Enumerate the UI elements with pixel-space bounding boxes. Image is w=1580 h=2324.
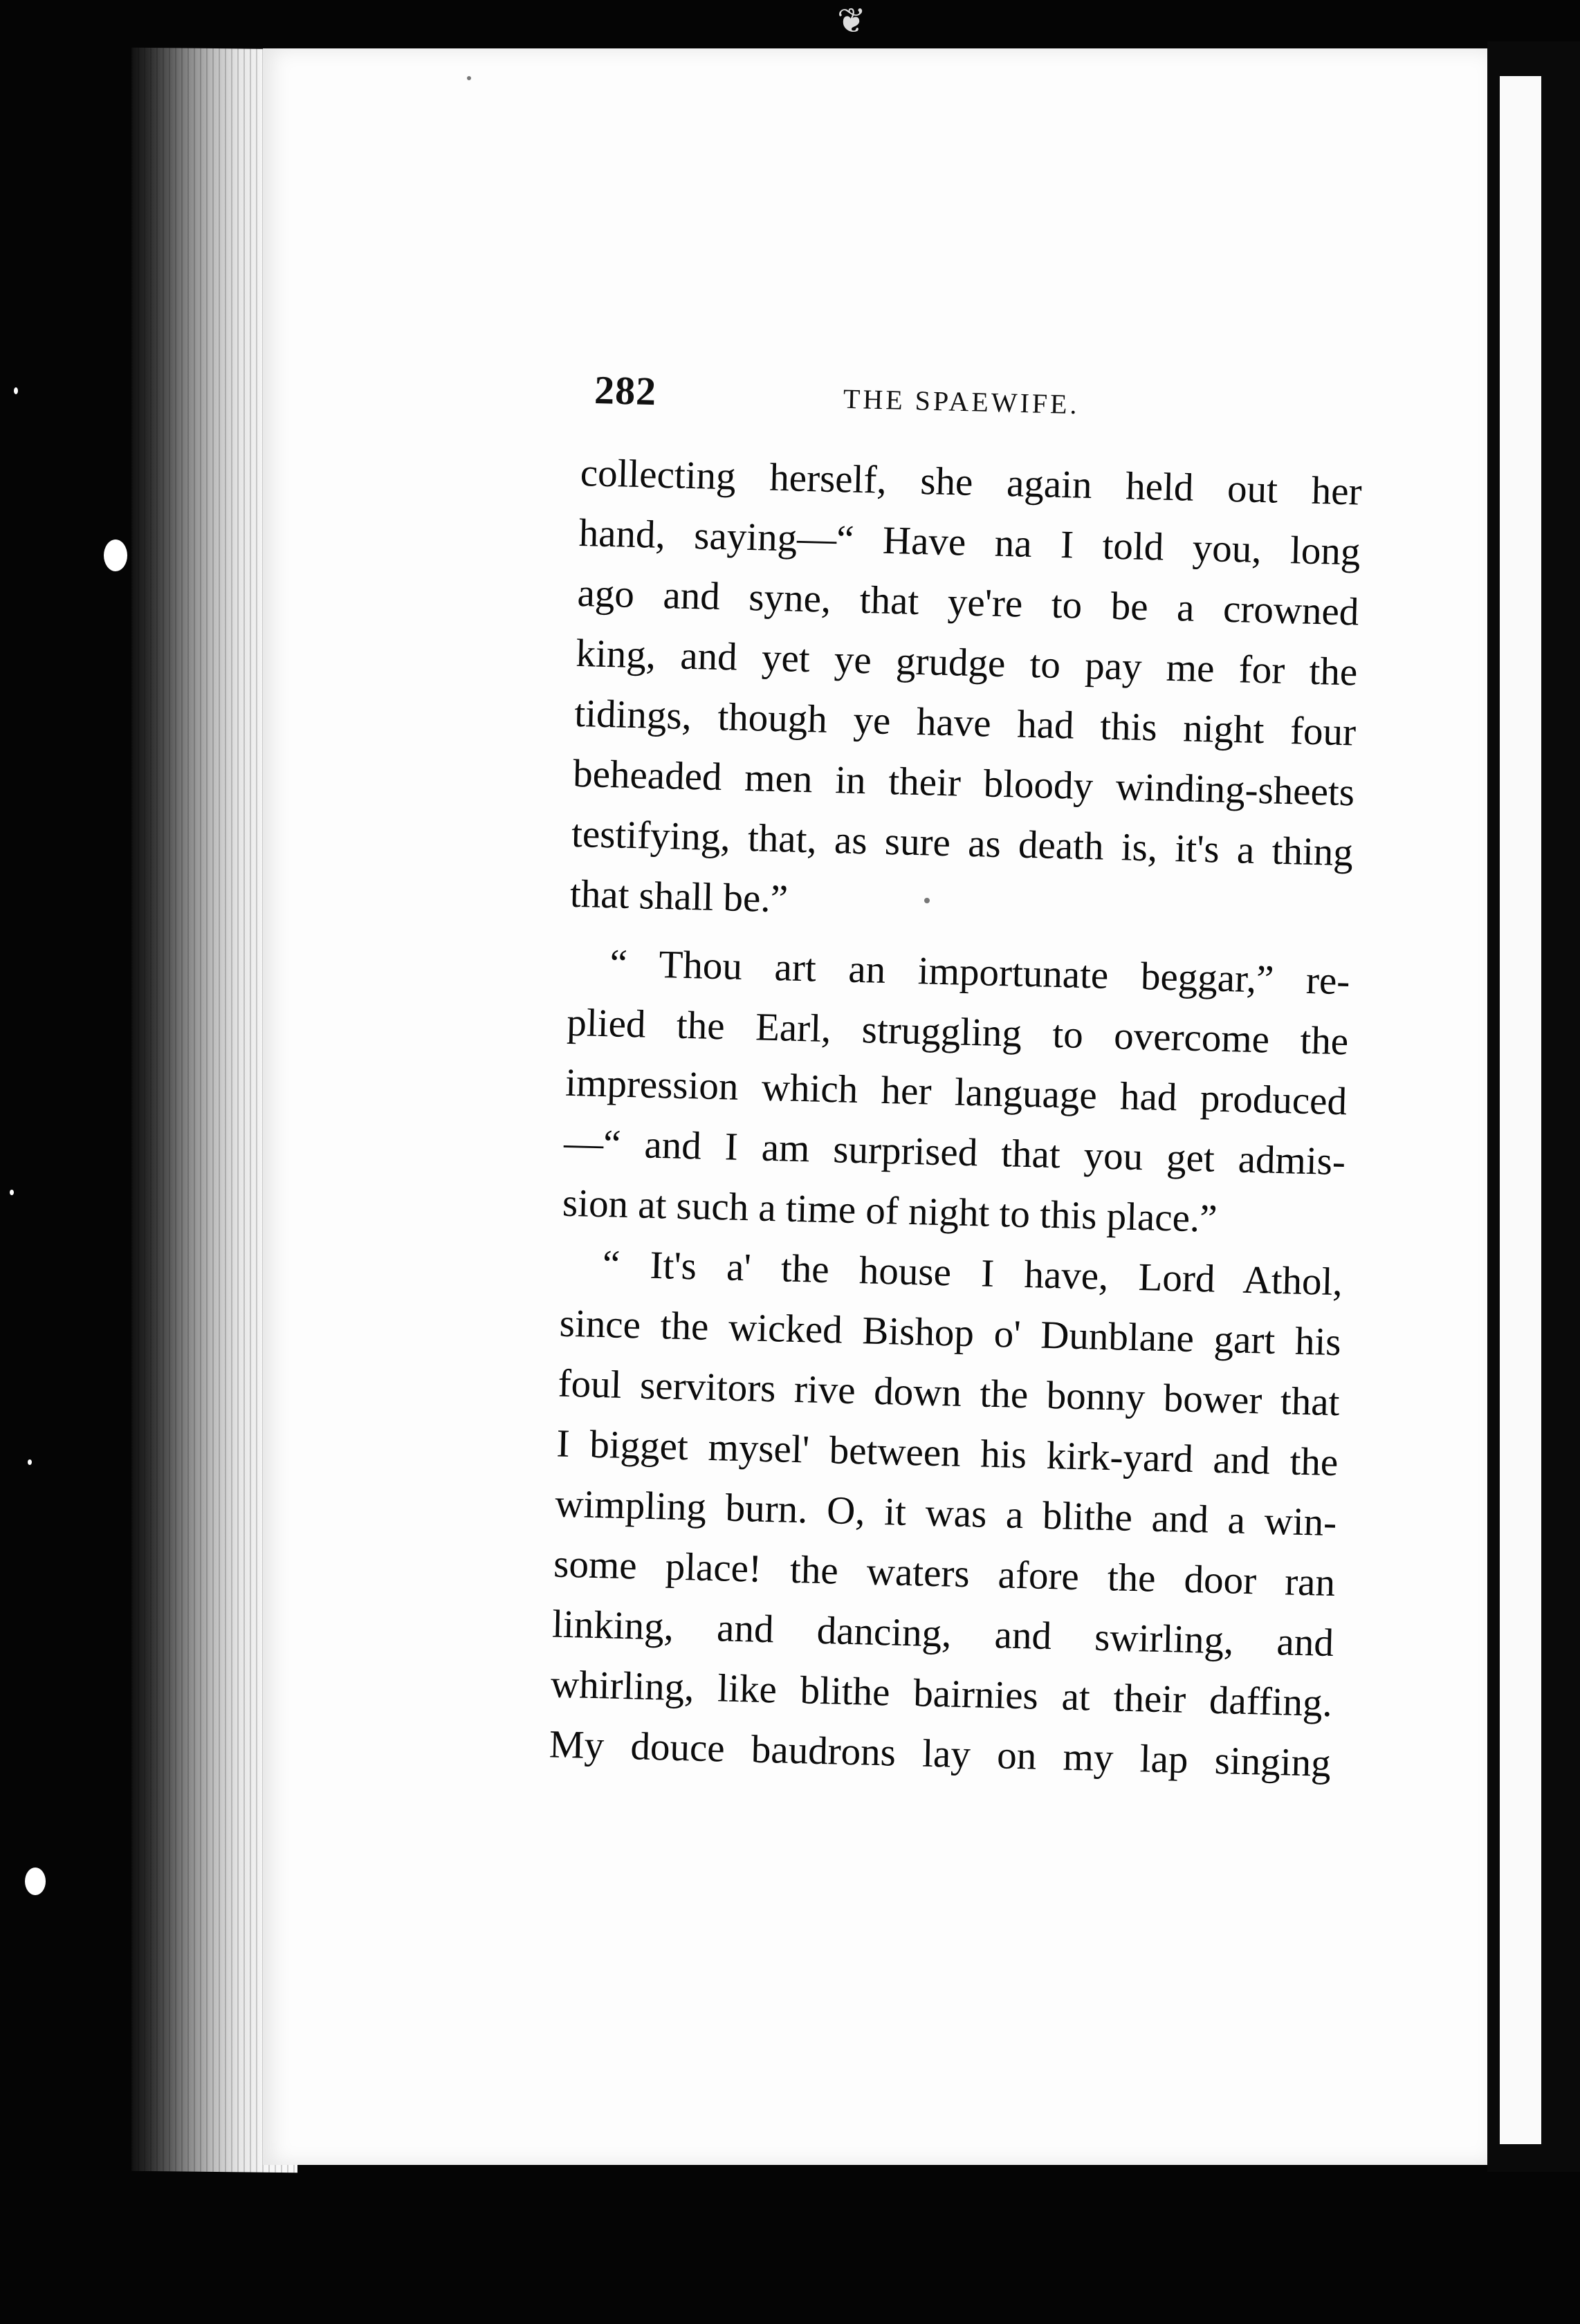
scan-ornament-icon: ❦ bbox=[837, 1, 866, 40]
text-line: wimpling burn. O, it was a blithe and a win- bbox=[554, 1482, 1337, 1545]
text-line: hand, saying—“ Have na I told you, long bbox=[578, 510, 1361, 574]
text-line: —“ and I am surprised that you get admis- bbox=[563, 1120, 1346, 1184]
running-title: THE SPAEWIFE. bbox=[843, 382, 1081, 421]
text-line: beheaded men in their bloody winding-sheets bbox=[572, 751, 1355, 815]
text-line: collecting herself, she again held out her bbox=[580, 450, 1363, 514]
scan-speck bbox=[28, 1459, 32, 1465]
text-line: some place! the waters afore the door ran bbox=[553, 1542, 1336, 1605]
text-line: I bigget mysel' between his kirk-yard and the bbox=[555, 1421, 1339, 1485]
text-line: “ It's a' the house I have, Lord Athol, bbox=[602, 1242, 1343, 1304]
text-line: “ Thou art an importunate beggar,” re- bbox=[609, 941, 1351, 1004]
text-line: My douce baudrons lay on my lap singing bbox=[549, 1722, 1332, 1786]
next-page-edge bbox=[1500, 76, 1541, 2144]
text-line: plied the Earl, struggling to overcome the bbox=[566, 1000, 1349, 1064]
text-line: since the wicked Bishop o' Dunblane gart his bbox=[559, 1301, 1342, 1365]
scan-speck bbox=[104, 540, 127, 571]
page-speck bbox=[467, 76, 471, 80]
text-line: ago and syne, that ye're to be a crowned bbox=[576, 571, 1360, 634]
scan-speck bbox=[25, 1868, 46, 1895]
scan-speck bbox=[14, 387, 18, 394]
text-line: sion at such a time of night to this place.” bbox=[562, 1181, 1218, 1241]
text-line: whirling, like blithe bairnies at their daffing. bbox=[550, 1662, 1333, 1726]
scan-speck bbox=[10, 1190, 14, 1195]
text-line: foul servitors rive down the bonny bower that bbox=[557, 1361, 1341, 1425]
text-line: testifying, that, as sure as death is, it's a thing bbox=[571, 811, 1354, 875]
text-line: king, and yet ye grudge to pay me for the bbox=[575, 631, 1358, 694]
page-number: 282 bbox=[594, 367, 657, 414]
text-line: linking, and dancing, and swirling, and bbox=[551, 1602, 1334, 1666]
text-line: impression which her language had produced bbox=[564, 1060, 1348, 1124]
text-line: that shall be.” bbox=[569, 872, 789, 921]
text-line: tidings, though ye have had this night four bbox=[573, 691, 1357, 755]
body-text bbox=[549, 443, 1363, 1793]
